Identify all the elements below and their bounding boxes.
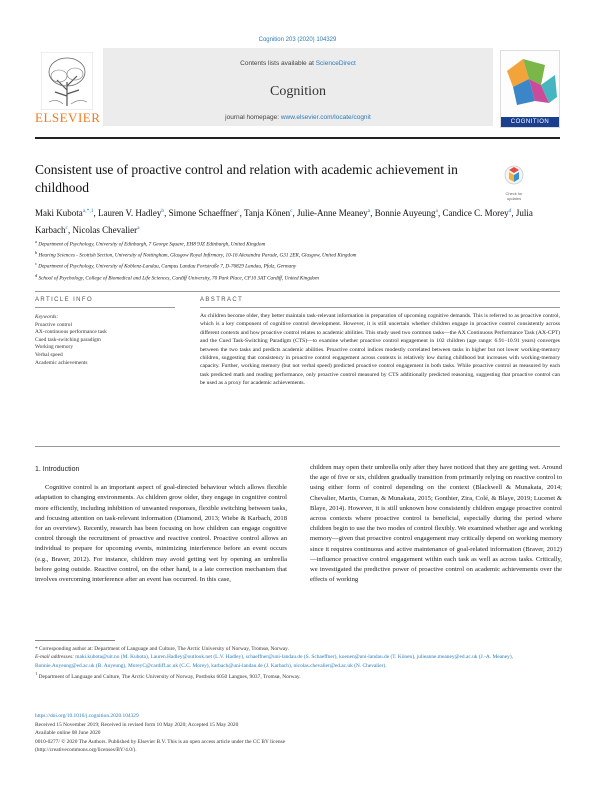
elsevier-tree-icon (41, 52, 93, 110)
article-info-heading: ARTICLE INFO (35, 297, 94, 303)
author-name[interactable]: Tanja Könen (243, 208, 291, 218)
author-affiliation-marker[interactable]: a (367, 208, 371, 214)
keyword-item: Verbal speed (35, 351, 63, 358)
email-addresses[interactable]: maki.kubota@uit.no (M. Kubota), Lauren.Hadley@outlook.net (L.V. Hadley), schaeffner@uni-landau.de (S. Schaeffner), koenen@uni-landau.de (T. Könen), julieanne.meaney@ed.ac.uk (J.-A. Meaney), Bonnie.Auyeung@ed.ac.uk (B. Auyeung), MoreyC@cardiff.ac.uk (C.C. Morey), karbach@uni-landau.de (J. Karbach), nicolas.chevalier@ed.ac.uk (N. Chevalier). (35, 654, 513, 669)
journal-masthead (35, 48, 560, 130)
front-matter-divider (35, 291, 560, 292)
cover-label: COGNITION (501, 117, 559, 127)
author-affiliation-marker[interactable]: b (161, 208, 165, 214)
affiliation-text: Hearing Sciences - Scottish Section, University of Nottingham, Glasgow Royal Infirmary, 10-16 Alexandra Parade, G31 2ER, Glasgow, United Kingdom (37, 252, 357, 259)
footnote-divider (35, 640, 115, 641)
email-note (35, 653, 560, 670)
homepage-link[interactable]: www.elsevier.com/locate/cognit (280, 114, 371, 121)
affiliation-line (35, 249, 560, 260)
keyword-item: Academic achievements (35, 359, 88, 366)
affiliation-line (35, 260, 560, 271)
corresponding-author-note: * Corresponding author at: Department of Language and Culture, The Arctic University of Norway, Tromsø, Norway. (35, 646, 289, 652)
author-name[interactable]: Candice C. Morey (442, 208, 509, 218)
journal-name: Cognition (269, 84, 326, 99)
affiliation-text: Department of Psychology, University of Koblenz-Landau, Campus Landau Fortstraße 7, D-76829 Landau, Pfalz, Germany (36, 264, 297, 271)
author-name[interactable]: Simone Schaeffner (168, 208, 238, 218)
abstract-heading: ABSTRACT (200, 297, 244, 303)
crossmark-badge[interactable] (502, 164, 526, 201)
author-name[interactable]: Julia Karbach (35, 208, 533, 235)
author-list: Maki Kubota$^{a,*,1}$, Lauren V. Hadley$^b$, Simone Schaeffner$^c$, Tanja Könen$^c$, Julie-Anne Meaney$^a$, Bonnie Auyeung$^a$, Candice C. Morey$^d$, Julia Karbach$^c$, Nicolas Chevalier$^a$ (35, 208, 533, 235)
received-dates: Received 15 November 2019; Received in revised form 10 May 2020; Accepted 15 May 2020 (35, 721, 239, 728)
homepage-prefix: journal homepage: (225, 114, 280, 121)
author-affiliation-marker[interactable]: d (508, 208, 512, 214)
affiliation-marker: c (35, 261, 37, 267)
keyword-item: AX-continuous performance task (35, 329, 107, 336)
author-name[interactable]: Bonnie Auyeung (374, 208, 436, 218)
abstract-rule (200, 307, 560, 308)
intro-continued-text: children may open their umbrella only after they have noticed that they are getting wet. Around the age of five or six, children gradually transition from primarily relying on reactive control to using either form of control depending on the context (Blackwell & Munakata, 2014; Chevalier, Martis, Curran, & Munakata, 2015; Gonthier, Zira, Colé, & Blaye, 2019; Lucenet & Blaye, 2014). However, it is still unknown how consistently children engage proactive control across contexts where proactive control is beneficial, especially during the period where children begin to use the two modes of control flexibly. We examined whether age and working memory—given that proactive control engagement may critically depend on working memory since it requires continuous and active maintenance of goal-related information (Braver, 2012)—influence proactive control engagement within each task as well as across tasks. Critically, we investigated the predictive power of proactive control on academic achievements over the effects of working (310, 464, 562, 584)
left-column (35, 465, 287, 585)
intro-paragraph: Cognitive control is an important aspect of goal-directed behaviour which allows flexible adaptation to changing environments. As children grow older, they engage in cognitive control more efficiently, including inhibition of unwanted responses, flexible switching between tasks, and focusing attention on task-relevant information (Diamond, 2013; Wiebe & Karbach, 2018 for an overview). Recently, research has been focusing on how children can engage cognitive control through the recruitment of proactive and reactive control. Proactive control allows an individual to prepare for upcoming events, minimizing interference before an event occurs (e.g., Braver, 2012). For instance, children may avoid getting wet by opening an umbrella before going outside. Reactive control, on the other hand, is a late correction mechanism that involves overcoming interference after an event has occurred. In this case, (35, 484, 287, 584)
author-affiliation-marker[interactable]: a (435, 208, 438, 214)
license-url[interactable]: (http://creativecommons.org/licenses/BY/4.0/). (35, 747, 137, 754)
affiliation-marker: a (35, 239, 37, 244)
article-info-rule (35, 307, 175, 308)
crossmark-icon (502, 164, 526, 186)
contents-line (103, 60, 493, 67)
homepage-line (103, 114, 493, 121)
affiliation-marker: d (35, 272, 38, 278)
contents-prefix: Contents lists available at (240, 60, 314, 67)
article-title: Consistent use of proactive control and relation with academic achievement in childhood (35, 162, 458, 195)
publication-info (35, 712, 560, 755)
available-online: Available online 08 June 2020 (35, 730, 101, 737)
affiliation-marker: b (35, 250, 38, 256)
affiliation-text: Department of Psychology, University of Edinburgh, 7 George Square, EH8 9JZ Edinburgh, United Kingdom (36, 241, 266, 248)
author-affiliation-marker[interactable]: a,*,1 (82, 208, 94, 214)
keyword-list (35, 322, 175, 368)
affiliation-line (35, 272, 560, 283)
abstract-text: As children become older, they better maintain task-relevant information in preparation of upcoming cognitive demands. This is referred to as proactive control, which is a key component of cognitive control development. However, it is still uncertain whether children engage in proactive control consistently across different contexts and how proactive control relates to academic abilities. This study used two common tasks—the AX Continuous Performance Task (AX-CPT) and the Cued Task-Switching Paradigm (CTS)—to examine whether proactive control engagement in 102 children (age range: 6.91–10.91 years) converges between the two tasks and predicts academic abilities. Proactive control indices modestly correlated between tasks in higher but not lower working-memory children, suggesting that consistency in proactive control engagement across contexts is relatively low during childhood but increases with working-memory capacity. Further, working memory (but not verbal speed) predicted proactive control engagement in both tasks. While proactive control as measured by each task predicted math and reading performance, only proactive control measured by CTS additionally predicted reasoning, suggesting that proactive control can be used as a proxy for academic achievements. (200, 313, 560, 387)
present-address-marker: 1 (35, 671, 38, 677)
author-affiliation-marker[interactable]: c (290, 208, 293, 214)
publisher-name: ELSEVIER (35, 110, 101, 125)
right-column (310, 463, 562, 585)
license-text: 0010-0277/ © 2020 The Authors. Published by Elsevier B.V. This is an open access article under the CC BY license (35, 738, 286, 745)
cover-art-icon (501, 51, 559, 117)
author-name[interactable]: Maki Kubota (35, 208, 83, 218)
keywords-label: Keywords: (35, 314, 59, 320)
sciencedirect-link[interactable]: ScienceDirect (315, 60, 356, 67)
author-name[interactable]: Julie-Anne Meaney (297, 208, 368, 218)
masthead-divider (35, 137, 560, 139)
introduction-heading: 1. Introduction (35, 466, 80, 473)
doi-link[interactable]: https://doi.org/10.1016/j.cognition.2020.104329 (35, 713, 139, 719)
email-label: E-mail addresses: (35, 654, 74, 661)
keyword-item: Proactive control (35, 321, 72, 328)
affiliations (35, 238, 560, 283)
author-affiliation-marker[interactable]: c (65, 225, 68, 231)
author-name[interactable]: Lauren V. Hadley (97, 208, 162, 218)
masthead-box (103, 48, 493, 126)
author-affiliation-marker[interactable]: a (137, 225, 140, 231)
footnotes (35, 645, 560, 681)
affiliation-line (35, 238, 560, 249)
affiliation-text: School of Psychology, College of Biomedical and Life Sciences, Cardiff University, 70 Park Place, CF10 3AT Cardiff, United Kingdom (37, 275, 319, 282)
elsevier-logo[interactable] (35, 52, 101, 126)
present-address-note (35, 670, 560, 681)
present-address-text: Department of Language and Culture, The Arctic University of Norway, Postboks 6050 Langnes, 9037, Tromsø, Norway. (38, 674, 301, 681)
author-affiliation-marker[interactable]: c (237, 208, 240, 214)
keyword-item: Working memory (35, 344, 74, 351)
crossmark-label: Check for updates (505, 191, 523, 201)
abstract-divider (35, 446, 560, 447)
journal-reference[interactable]: Cognition 203 (2020) 104329 (258, 37, 337, 43)
keywords-block (35, 314, 175, 367)
journal-cover-image[interactable] (500, 50, 560, 128)
keyword-item: Cued task-switching paradigm (35, 336, 101, 343)
author-name[interactable]: Nicolas Chevalier (72, 225, 138, 235)
